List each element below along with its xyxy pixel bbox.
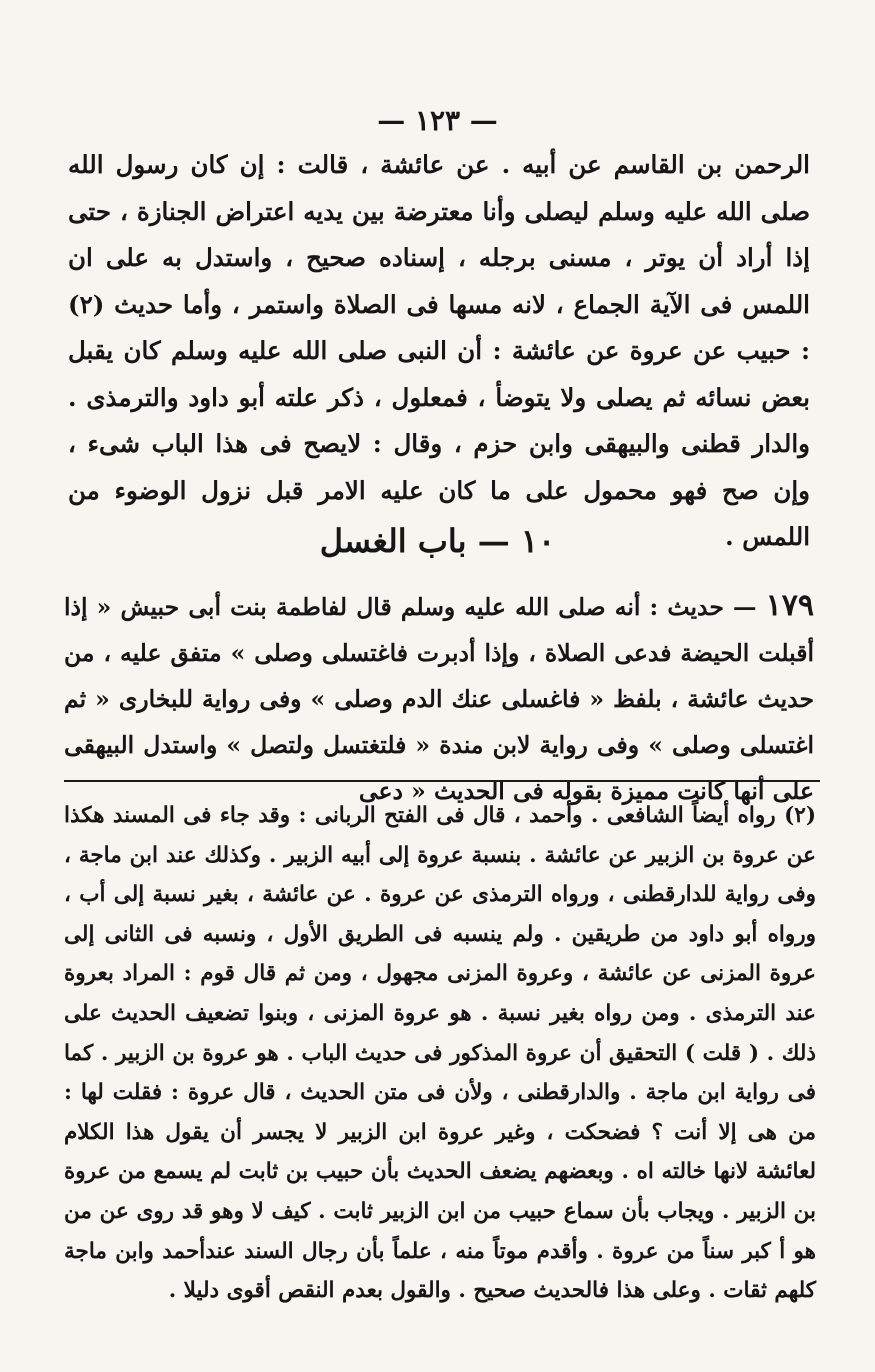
footnote-divider: [64, 780, 820, 782]
main-text-block: [68, 142, 810, 561]
page-number: — ١٢٣ —: [377, 104, 498, 137]
chapter-title: ١٠ — باب الغسل: [319, 522, 556, 560]
footnote-paragraph: (٢) رواه أيضاً الشافعى . وأحمد ، قال فى الفتح الربانى : وقد جاء فى المسند هكذا عن عروة بن الزبير عن عائشة . بنسبة عروة إلى أبيه الزبير . وكذلك عند ابن ماجة ، وفى رواية للدارقطنى ، ورواه الترمذى عن عروة . عن عائشة ، بغير نسبة إلى أب ، ورواه أبو داود من طريقين . ولم ينسبه فى الطريق الأول ، ونسبه فى الثانى إلى عروة المزنى عن عائشة ، وعروة المزنى مجهول ، ومن ثم قال قوم : المراد بعروة عند الترمذى . ومن رواه بغير نسبة . هو عروة المزنى ، وبنوا تضعيف الحديث على ذلك . ( قلت ) التحقيق أن عروة المذكور فى حديث الباب . هو عروة بن الزبير . كما فى رواية ابن ماجة . والدارقطنى ، ولأن فى متن الحديث ، قال عروة : فقلت لها : من هى إلا أنت ؟ فضحكت ، وغير عروة ابن الزبير لا يجسر أن يقول هذا الكلام لعائشة لانها خالته اه . وبعضهم يضعف الحديث بأن حبيب بن ثابت لم يسمع من عروة بن الزبير . ويجاب بأن سماع حبيب من ابن الزبير ثابت . كيف لا وهو قد روى عن من هو أ كبر سناً من عروة . وأقدم موتاً منه ، علماً بأن رجال السند عندأحمد وابن ماجة كلهم ثقات . وعلى هذا فالحديث صحيح . والقول بعدم النقص أقوى دليلا .: [64, 803, 816, 1304]
footnote-block: [64, 796, 816, 1311]
hadith-number: ١٧٩: [765, 588, 814, 623]
main-paragraph: الرحمن بن القاسم عن أبيه . عن عائشة ، قالت : إن كان رسول الله صلى الله عليه وسلم ليصلى وأنا معترضة بين يديه اعتراض الجنازة ، حتى إذا أراد أن يوتر ، مسنى برجله ، إسناده صحيح ، واستدل به على ان اللمس فى الآية الجماع ، لانه مسها فى الصلاة واستمر ، وأما حديث (٢) : حبيب عن عروة عن عائشة : أن النبى صلى الله عليه وسلم كان يقبل بعض نسائه ثم يصلى ولا يتوضأ ، فمعلول ، ذكر علته أبو داود والترمذى . والدار قطنى والبيهقى وابن حزم ، وقال : لايصح فى هذا الباب شىء ، وإن صح فهو محمول على ما كان عليه الامر قبل نزول الوضوء من اللمس .: [68, 150, 810, 551]
hadith-text: — حديث : أنه صلى الله عليه وسلم قال لفاطمة بنت أبى حبيش « إذا أقبلت الحيضة فدعى الصلاة ، وإذا أدبرت فاغتسلى وصلى » متفق عليه ، من حديث عائشة ، بلفظ « فاغسلى عنك الدم وصلى » وفى رواية للبخارى « ثم اغتسلى وصلى » وفى رواية لابن مندة « فلتغتسل ولتصل » واستدل البيهقى على أنها كانت مميزة بقوله فى الحديث « دعى: [64, 593, 814, 805]
